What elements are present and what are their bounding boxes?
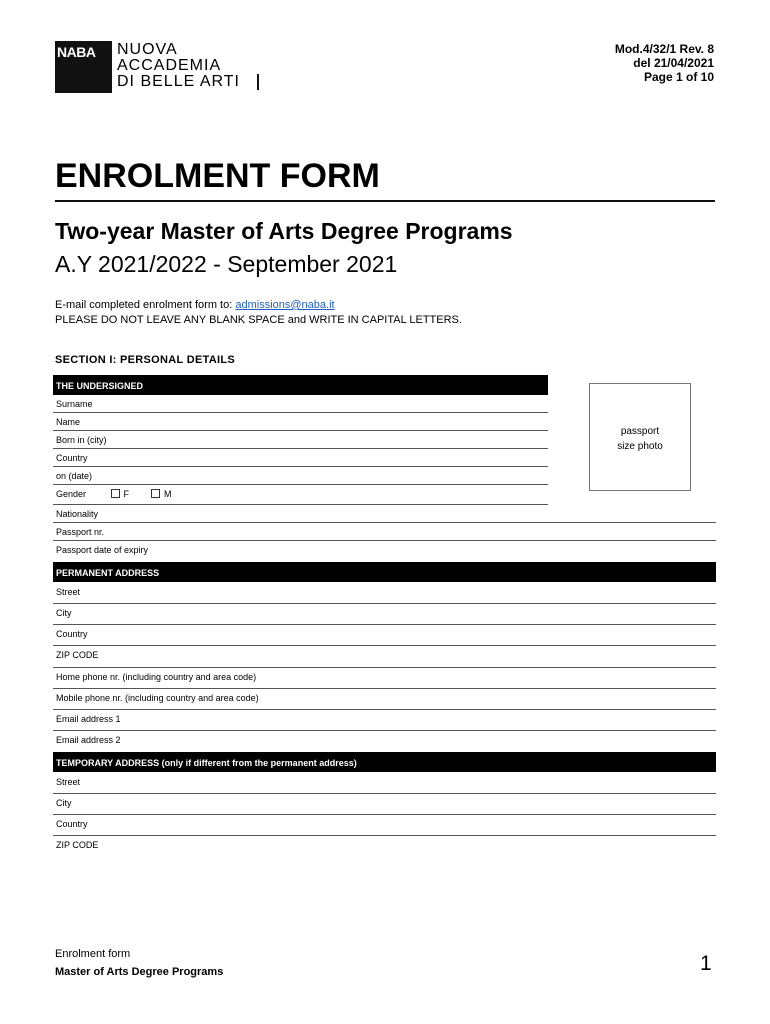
page-number: 1	[700, 952, 712, 975]
mobile-phone-field[interactable]	[53, 689, 716, 710]
field-label: Street	[56, 777, 81, 787]
email-instruction: E-mail completed enrolment form to:	[55, 299, 236, 311]
temporary-address-header: TEMPORARY ADDRESS (only if different from the permanent address)	[53, 752, 716, 772]
instructions	[55, 298, 462, 328]
gender-female-label: F	[123, 489, 130, 499]
document-reference	[615, 42, 714, 84]
logo-line-1: NUOVA	[117, 41, 178, 58]
gender-female-option[interactable]	[111, 489, 149, 499]
checkbox-icon[interactable]	[151, 489, 160, 498]
logo-line-2: ACCADEMIA	[117, 57, 222, 74]
birth-date-field[interactable]	[53, 467, 548, 485]
gender-male-label: M	[164, 489, 172, 499]
field-label: Email address 2	[56, 735, 121, 745]
field-label: Born in (city)	[56, 435, 107, 445]
field-label: Email address 1	[56, 714, 121, 724]
field-label: Country	[56, 819, 88, 829]
field-label: Surname	[56, 399, 93, 409]
permanent-address-header: PERMANENT ADDRESS	[53, 562, 716, 582]
temporary-street-field[interactable]	[53, 773, 716, 794]
birth-country-field[interactable]	[53, 449, 548, 467]
admissions-email-link[interactable]: admissions@naba.it	[235, 299, 335, 311]
photo-label-line-1: passport	[620, 426, 660, 437]
permanent-street-field[interactable]	[53, 583, 716, 604]
field-label: ZIP CODE	[56, 650, 99, 660]
permanent-zip-field[interactable]	[53, 646, 716, 668]
field-label: Country	[56, 453, 88, 463]
temporary-country-field[interactable]	[53, 815, 716, 836]
gender-field	[53, 485, 548, 505]
email-1-field[interactable]	[53, 710, 716, 731]
name-field[interactable]	[53, 413, 548, 431]
field-label: Home phone nr. (including country and area code)	[56, 672, 257, 682]
undersigned-header: THE UNDERSIGNED	[53, 375, 548, 395]
section-title: SECTION I: PERSONAL DETAILS	[55, 354, 236, 366]
ref-date: del 21/04/2021	[633, 56, 714, 70]
birth-city-field[interactable]	[53, 431, 548, 449]
home-phone-field[interactable]	[53, 668, 716, 689]
field-label: City	[56, 608, 72, 618]
footer-doc-name: Enrolment form	[55, 948, 131, 960]
footer-program: Master of Arts Degree Programs	[55, 966, 224, 978]
permanent-country-field[interactable]	[53, 625, 716, 646]
capital-letters-warning: PLEASE DO NOT LEAVE ANY BLANK SPACE and WRITE IN CAPITAL LETTERS.	[55, 314, 462, 326]
passport-number-field[interactable]	[53, 523, 716, 541]
field-label: City	[56, 798, 72, 808]
passport-expiry-field[interactable]	[53, 541, 716, 561]
logo-line-3: DI BELLE ARTI	[117, 73, 240, 90]
field-label: Mobile phone nr. (including country and area code)	[56, 693, 259, 703]
title-rule	[55, 200, 715, 202]
field-label: ZIP CODE	[56, 840, 99, 850]
field-label: Passport nr.	[56, 527, 105, 537]
field-label: Nationality	[56, 509, 99, 519]
naba-logo-wordmark	[117, 42, 240, 90]
logo-divider	[257, 74, 259, 90]
field-label: Country	[56, 629, 88, 639]
passport-photo-box[interactable]	[589, 383, 691, 491]
nationality-field[interactable]	[53, 505, 716, 523]
ref-revision: Mod.4/32/1 Rev. 8	[614, 42, 714, 56]
photo-label-line-2: size photo	[617, 441, 663, 452]
email-2-field[interactable]	[53, 731, 716, 752]
checkbox-icon[interactable]	[111, 489, 120, 498]
surname-field[interactable]	[53, 395, 548, 413]
field-label: Passport date of expiry	[56, 545, 149, 555]
field-label: on (date)	[56, 471, 93, 481]
field-label: Street	[56, 587, 81, 597]
page-title: ENROLMENT FORM	[55, 157, 380, 195]
naba-logo-mark: NABA	[55, 41, 112, 93]
temporary-zip-field[interactable]	[53, 836, 716, 857]
gender-label: Gender	[56, 489, 87, 499]
academic-year: A.Y 2021/2022 - September 2021	[55, 251, 398, 277]
permanent-city-field[interactable]	[53, 604, 716, 625]
temporary-city-field[interactable]	[53, 794, 716, 815]
gender-male-option[interactable]	[151, 489, 172, 499]
ref-page: Page 1 of 10	[643, 70, 714, 84]
field-label: Name	[56, 417, 81, 427]
program-subtitle: Two-year Master of Arts Degree Programs	[55, 218, 513, 244]
